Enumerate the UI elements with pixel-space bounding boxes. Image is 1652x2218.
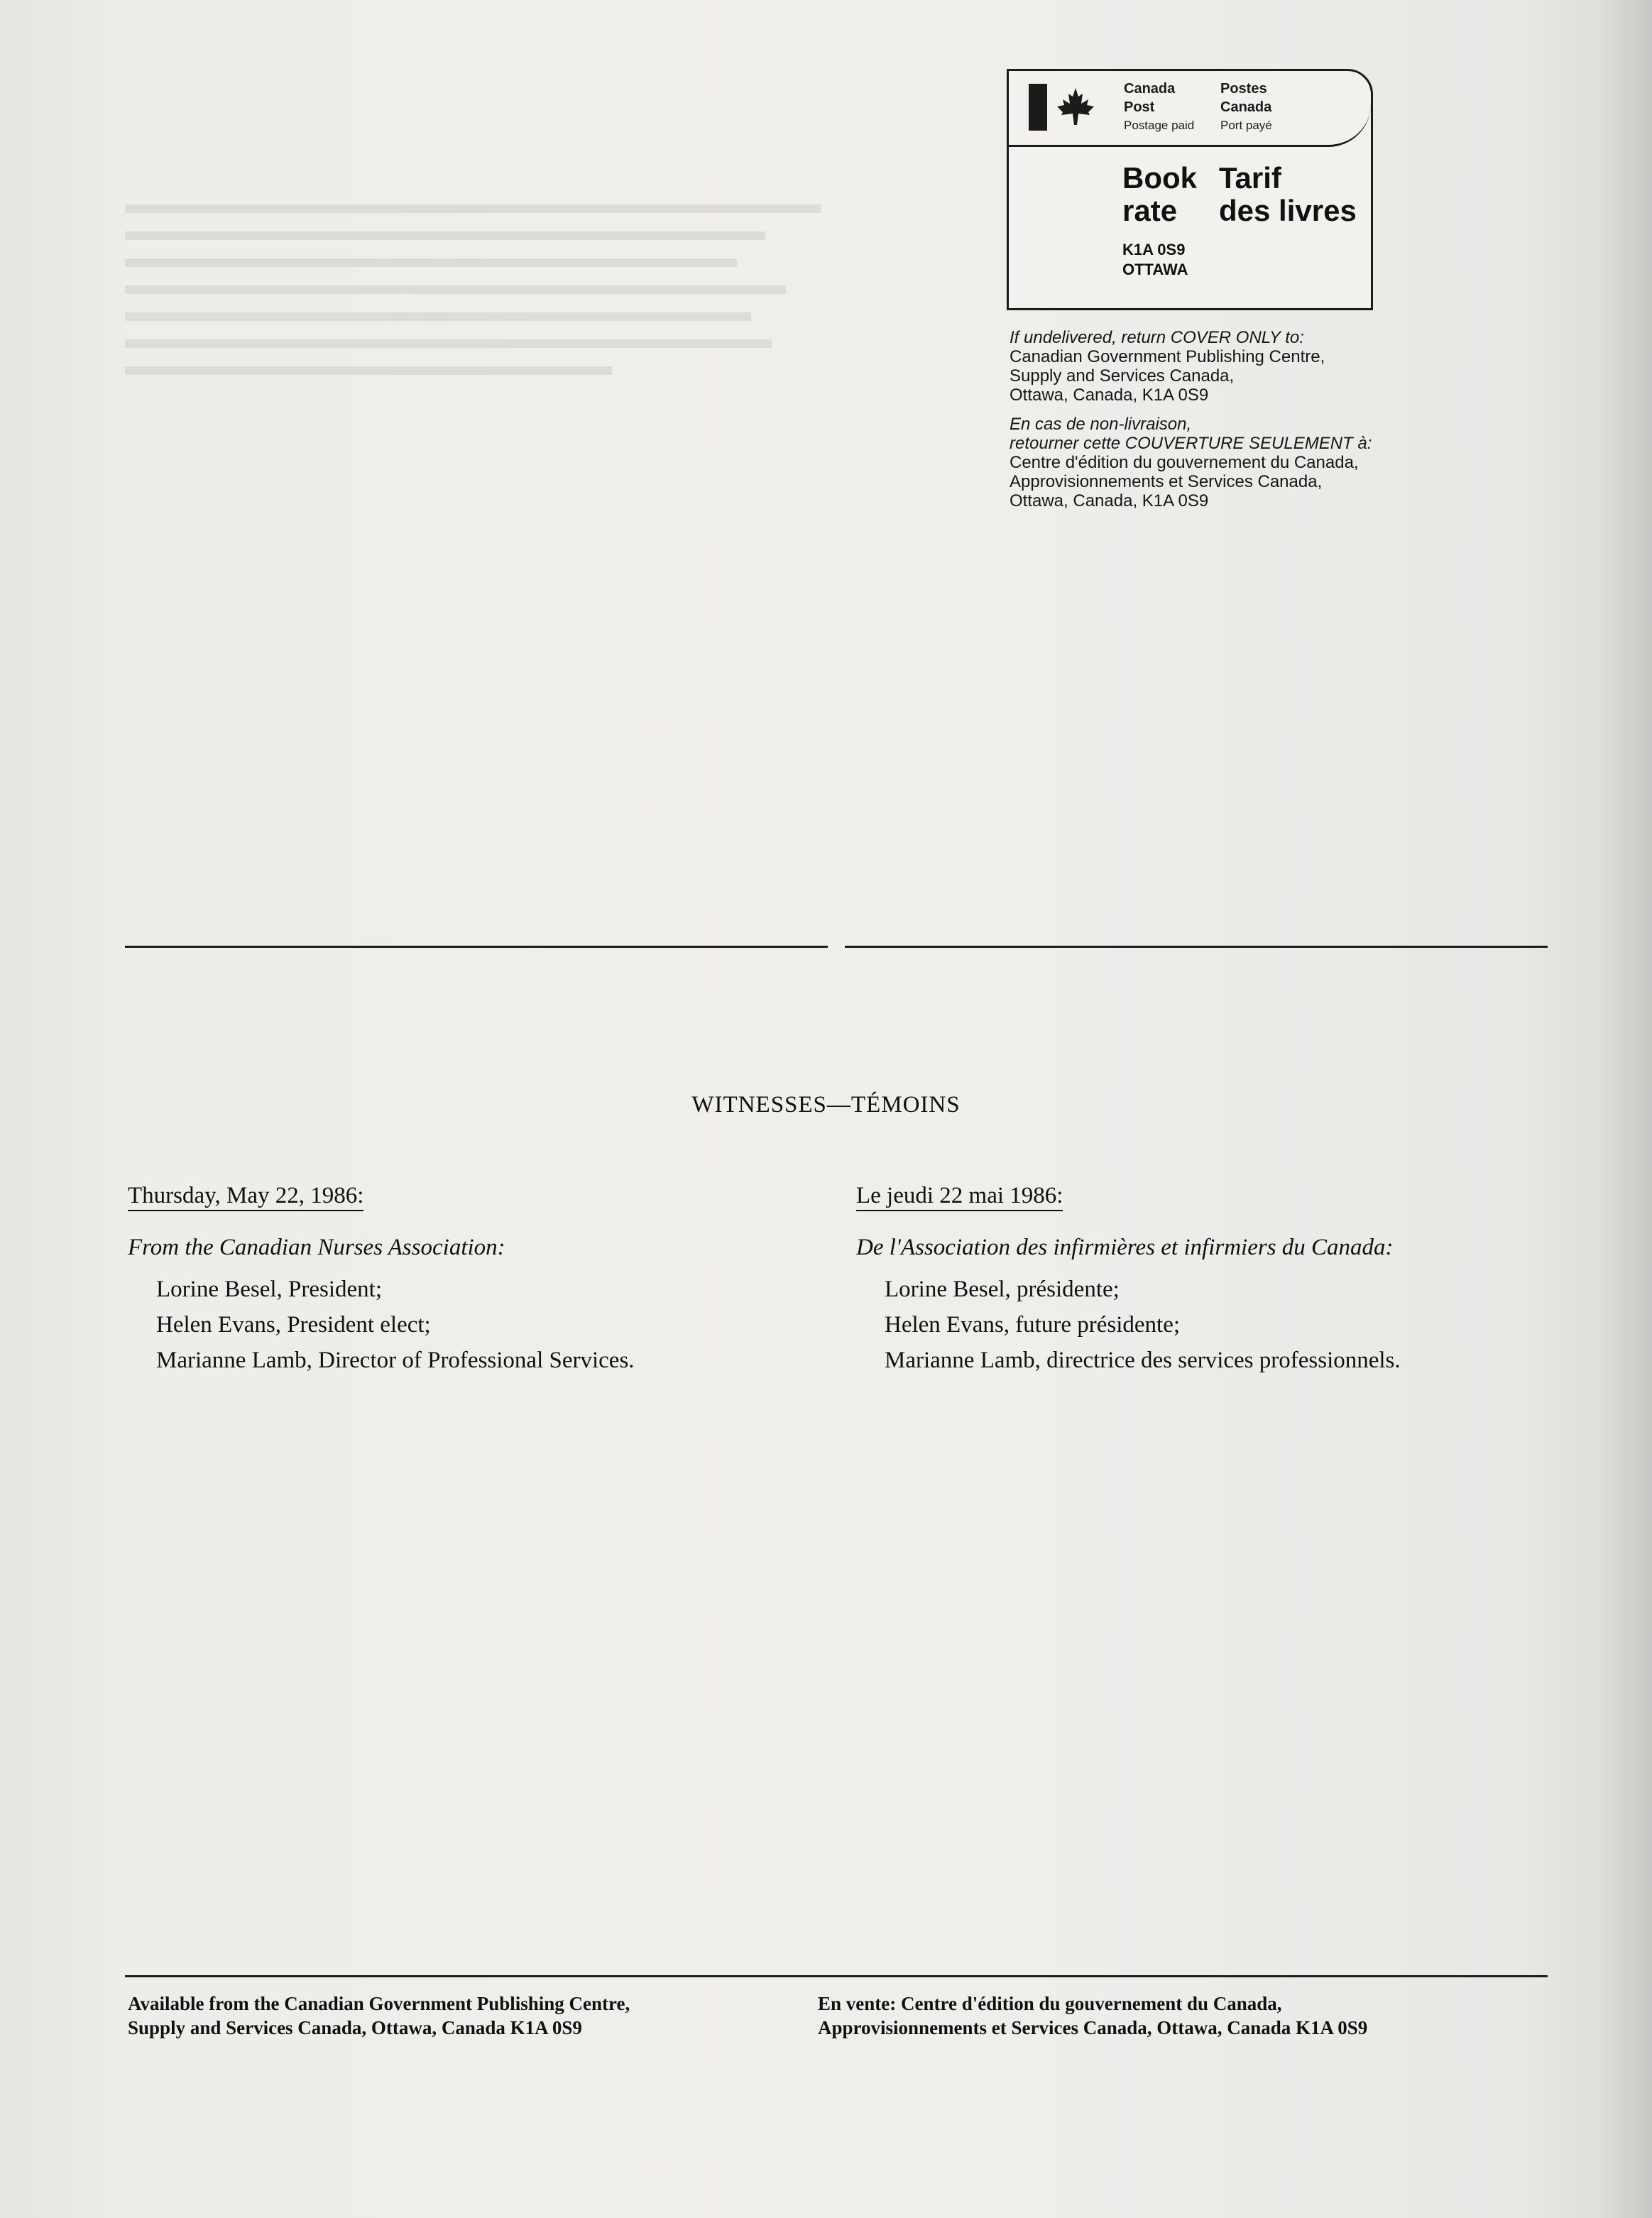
maple-leaf-icon (1053, 85, 1098, 131)
witnesses-top-rule-left (125, 946, 828, 948)
canada-post-fr-line2: Canada (1220, 99, 1272, 115)
footer-line: Approvisionnements et Services Canada, Ottawa, Canada K1A 0S9 (818, 2017, 1368, 2038)
association-fr: De l'Association des infirmières et infirmiers du Canada: (856, 1235, 1394, 1260)
return-address-fr-line: En cas de non-livraison, (1010, 415, 1192, 434)
book-rate-fr-line2: des livres (1219, 194, 1357, 227)
return-address-fr-line: Centre d'édition du gouvernement du Canada, (1010, 453, 1359, 472)
postal-city: OTTAWA (1122, 261, 1188, 278)
book-rate-en (1122, 162, 1197, 227)
canada-post-en (1124, 80, 1194, 135)
book-rate-en-line1: Book (1122, 161, 1197, 195)
book-rate-fr-line1: Tarif (1219, 161, 1281, 195)
return-address-fr-line: retourner cette COUVERTURE SEULEMENT à: (1010, 434, 1372, 453)
witness-item: Helen Evans, President elect; (156, 1312, 431, 1338)
postal-code-block (1122, 240, 1188, 280)
canada-post-en-line1: Canada (1124, 81, 1176, 97)
return-address-en-line: Ottawa, Canada, K1A 0S9 (1010, 386, 1209, 405)
date-heading-fr: Le jeudi 22 mai 1986: (856, 1181, 1063, 1211)
witness-list-en (156, 1272, 635, 1378)
flag-bar (1029, 84, 1047, 131)
book-rate-fr (1219, 162, 1357, 227)
footer-line: En vente: Centre d'édition du gouvernement du Canada, (818, 1993, 1282, 2014)
footer-line: Supply and Services Canada, Ottawa, Canada K1A 0S9 (128, 2017, 582, 2038)
witness-item: Lorine Besel, présidente; (885, 1277, 1120, 1302)
bleed-through-left (125, 192, 821, 937)
postage-paid-fr: Port payé (1220, 119, 1272, 132)
return-address-en-line: If undelivered, return COVER ONLY to: (1010, 328, 1304, 347)
footer-line: Available from the Canadian Government Publishing Centre, (128, 1993, 630, 2014)
book-rate-en-line2: rate (1122, 194, 1178, 227)
footer-availability-en (128, 1992, 630, 2040)
witness-item: Marianne Lamb, Director of Professional Services. (156, 1348, 635, 1373)
witness-list-fr (885, 1272, 1401, 1378)
witness-item: Helen Evans, future présidente; (885, 1312, 1181, 1338)
footer-rule (125, 1975, 1548, 1977)
return-address (1010, 328, 1450, 510)
witness-item: Lorine Besel, President; (156, 1277, 383, 1302)
postal-code: K1A 0S9 (1122, 241, 1186, 258)
witness-item: Marianne Lamb, directrice des services professionnels. (885, 1348, 1401, 1373)
return-address-fr-line: Approvisionnements et Services Canada, (1010, 472, 1323, 491)
return-address-en-line: Supply and Services Canada, (1010, 366, 1235, 386)
witnesses-heading: WITNESSES—TÉMOINS (691, 1092, 961, 1118)
footer-availability-fr (818, 1992, 1367, 2040)
witnesses-top-rule-right (845, 946, 1548, 948)
return-address-fr-line: Ottawa, Canada, K1A 0S9 (1010, 491, 1209, 510)
postage-paid-en: Postage paid (1124, 119, 1195, 132)
spacer (1010, 405, 1450, 415)
canada-post-fr (1220, 80, 1272, 135)
postal-indicia-box (1007, 69, 1373, 310)
date-heading-en: Thursday, May 22, 1986: (128, 1181, 363, 1211)
return-address-en-line: Canadian Government Publishing Centre, (1010, 347, 1325, 366)
canada-post-en-line2: Post (1124, 99, 1155, 115)
postal-indicia-header (1009, 71, 1371, 147)
canada-post-fr-line1: Postes (1220, 81, 1267, 97)
association-en: From the Canadian Nurses Association: (128, 1235, 505, 1260)
